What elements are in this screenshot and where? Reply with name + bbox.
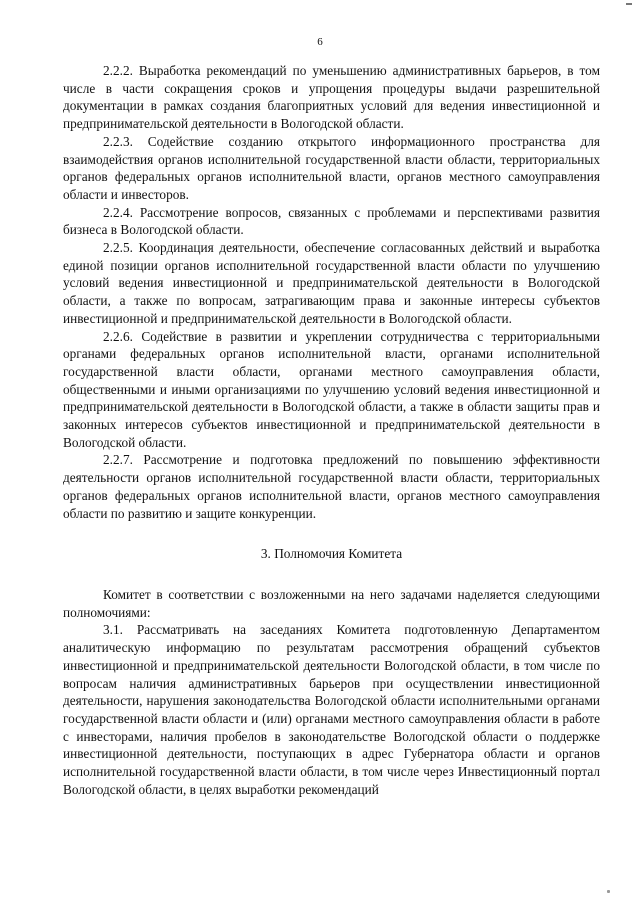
paragraph-3-1: 3.1. Рассматривать на заседаниях Комитета подготовленную Департаментом аналитическую информацию по результатам рассмотрения обращений субъектов инвестиционной и предпринимательской деятельности Вологодской области, в том числе по вопросам наличия административных барьеров при осуществлении инвестиционной деятельности, нарушения законодательства Вологодской области исполнительными органами государственной власти области и (или) органами местного самоуправления области в работе с инвесторами, наличия пробелов в законодательстве Вологодской области о поддержке инвестиционной деятельности, поступающих в адрес Губернатора области и органов исполнительной государственной власти области, в том числе через Инвестиционный портал Вологодской области, в целях выработки рекомендаций [63, 622, 600, 797]
scan-artifact [626, 3, 632, 5]
paragraph-intro: Комитет в соответствии с возложенными на него задачами наделяется следующими полномочиями: [63, 586, 600, 620]
paragraph-2-2-6: 2.2.6. Содействие в развитии и укреплении сотрудничества с территориальными органами федеральных органов исполнительной власти, органами исполнительной государственной власти области, органами местного самоуправления области, общественными и иными организациями по улучшению условий ведения инвестиционной и предпринимательской деятельности в Вологодской области, а также в области защиты прав и законных интересов субъектов инвестиционной и предпринимательской деятельности в Вологодской области. [63, 328, 600, 450]
scan-artifact [607, 890, 610, 893]
spacer [63, 563, 600, 586]
document-body [63, 62, 600, 798]
paragraph-2-2-4: 2.2.4. Рассмотрение вопросов, связанных с проблемами и перспективами развития бизнеса в Вологодской области. [63, 204, 600, 238]
spacer [63, 522, 600, 545]
paragraph-2-2-5: 2.2.5. Координация деятельности, обеспечение согласованных действий и выработка единой позиции органов исполнительной государственной власти области по улучшению условий ведения инвестиционной и предпринимательской деятельности в Вологодской области, а также по вопросам, затрагивающим права и законные интересы субъектов инвестиционной и предпринимательской деятельности в Вологодской области. [63, 240, 600, 326]
paragraph-2-2-7: 2.2.7. Рассмотрение и подготовка предложений по повышению эффективности деятельности органов исполнительной государственной власти области, территориальных органов федеральных органов исполнительной власти, органов местного самоуправления области по развитию и защите конкуренции. [63, 452, 600, 521]
page-number: 6 [317, 36, 323, 48]
section-heading: 3. Полномочия Комитета [260, 546, 403, 562]
paragraph-2-2-2: 2.2.2. Выработка рекомендаций по уменьшению административных барьеров, в том числе в части сокращения сроков и упрощения процедуры выдачи разрешительной документации в рамках создания благоприятных условий для ведения инвестиционной и предпринимательской деятельности в Вологодской области. [63, 63, 600, 132]
paragraph-2-2-3: 2.2.3. Содействие созданию открытого информационного пространства для взаимодействия органов исполнительной государственной власти области, территориальных органов федеральных органов исполнительной власти, органов местного самоуправления области и инвесторов. [63, 133, 600, 202]
